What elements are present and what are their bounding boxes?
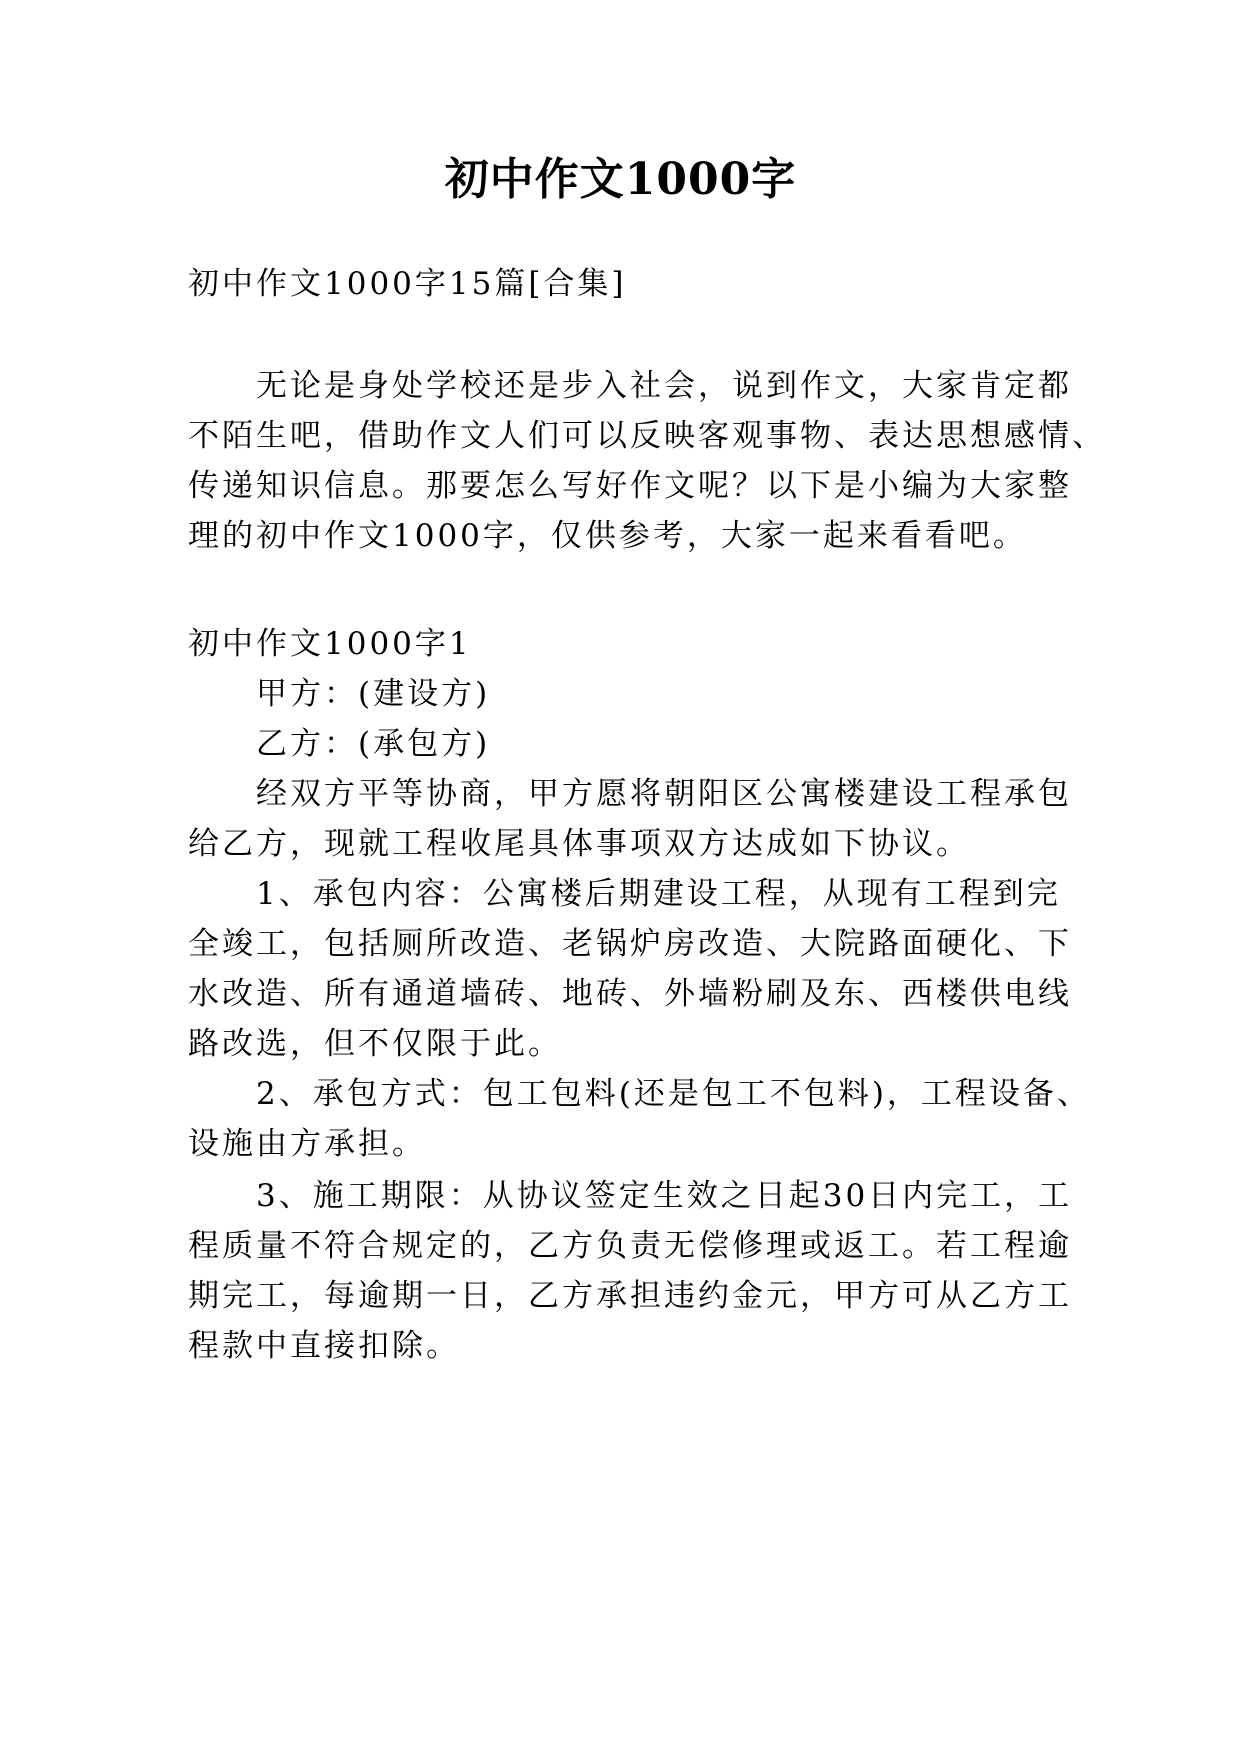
clause-3-line: 程款中直接扣除。 xyxy=(188,1328,460,1364)
party-b-line: 乙方：(承包方) xyxy=(256,726,491,762)
clause-2-line: 设施由方承担。 xyxy=(188,1126,426,1162)
intro-line: 传递知识信息。那要怎么写好作文呢？以下是小编为大家整 xyxy=(188,468,1072,504)
document-title: 初中作文1000字 xyxy=(444,154,797,205)
section-heading: 初中作文1000字1 xyxy=(188,626,472,662)
clause-1-line: 1、承包内容：公寓楼后期建设工程，从现有工程到完 xyxy=(256,876,1061,912)
clause-3-line: 程质量不符合规定的，乙方负责无偿修理或返工。若工程逾 xyxy=(188,1228,1072,1264)
intro-line: 理的初中作文1000字，仅供参考，大家一起来看看吧。 xyxy=(188,518,1027,554)
clause-3-line: 期完工，每逾期一日，乙方承担违约金元，甲方可从乙方工 xyxy=(188,1278,1072,1314)
document-subtitle: 初中作文1000字15篇[合集] xyxy=(188,266,627,302)
clause-1-line: 路改选，但不仅限于此。 xyxy=(188,1026,562,1062)
clause-1-line: 全竣工，包括厕所改造、老锅炉房改造、大院路面硬化、下 xyxy=(188,926,1072,962)
intro-line: 不陌生吧，借助作文人们可以反映客观事物、表达思想感情、 xyxy=(188,418,1106,454)
clause-1-line: 水改造、所有通道墙砖、地砖、外墙粉刷及东、西楼供电线 xyxy=(188,976,1072,1012)
clause-3-line: 3、施工期限：从协议签定生效之日起30日内完工，工 xyxy=(256,1178,1073,1214)
paragraph-line: 给乙方，现就工程收尾具体事项双方达成如下协议。 xyxy=(188,826,970,862)
party-a-line: 甲方：(建设方) xyxy=(256,676,491,712)
intro-line: 无论是身处学校还是步入社会，说到作文，大家肯定都 xyxy=(256,368,1072,404)
paragraph-line: 经双方平等协商，甲方愿将朝阳区公寓楼建设工程承包 xyxy=(256,776,1072,812)
clause-2-line: 2、承包方式：包工包料(还是包工不包料)，工程设备、 xyxy=(256,1076,1091,1112)
